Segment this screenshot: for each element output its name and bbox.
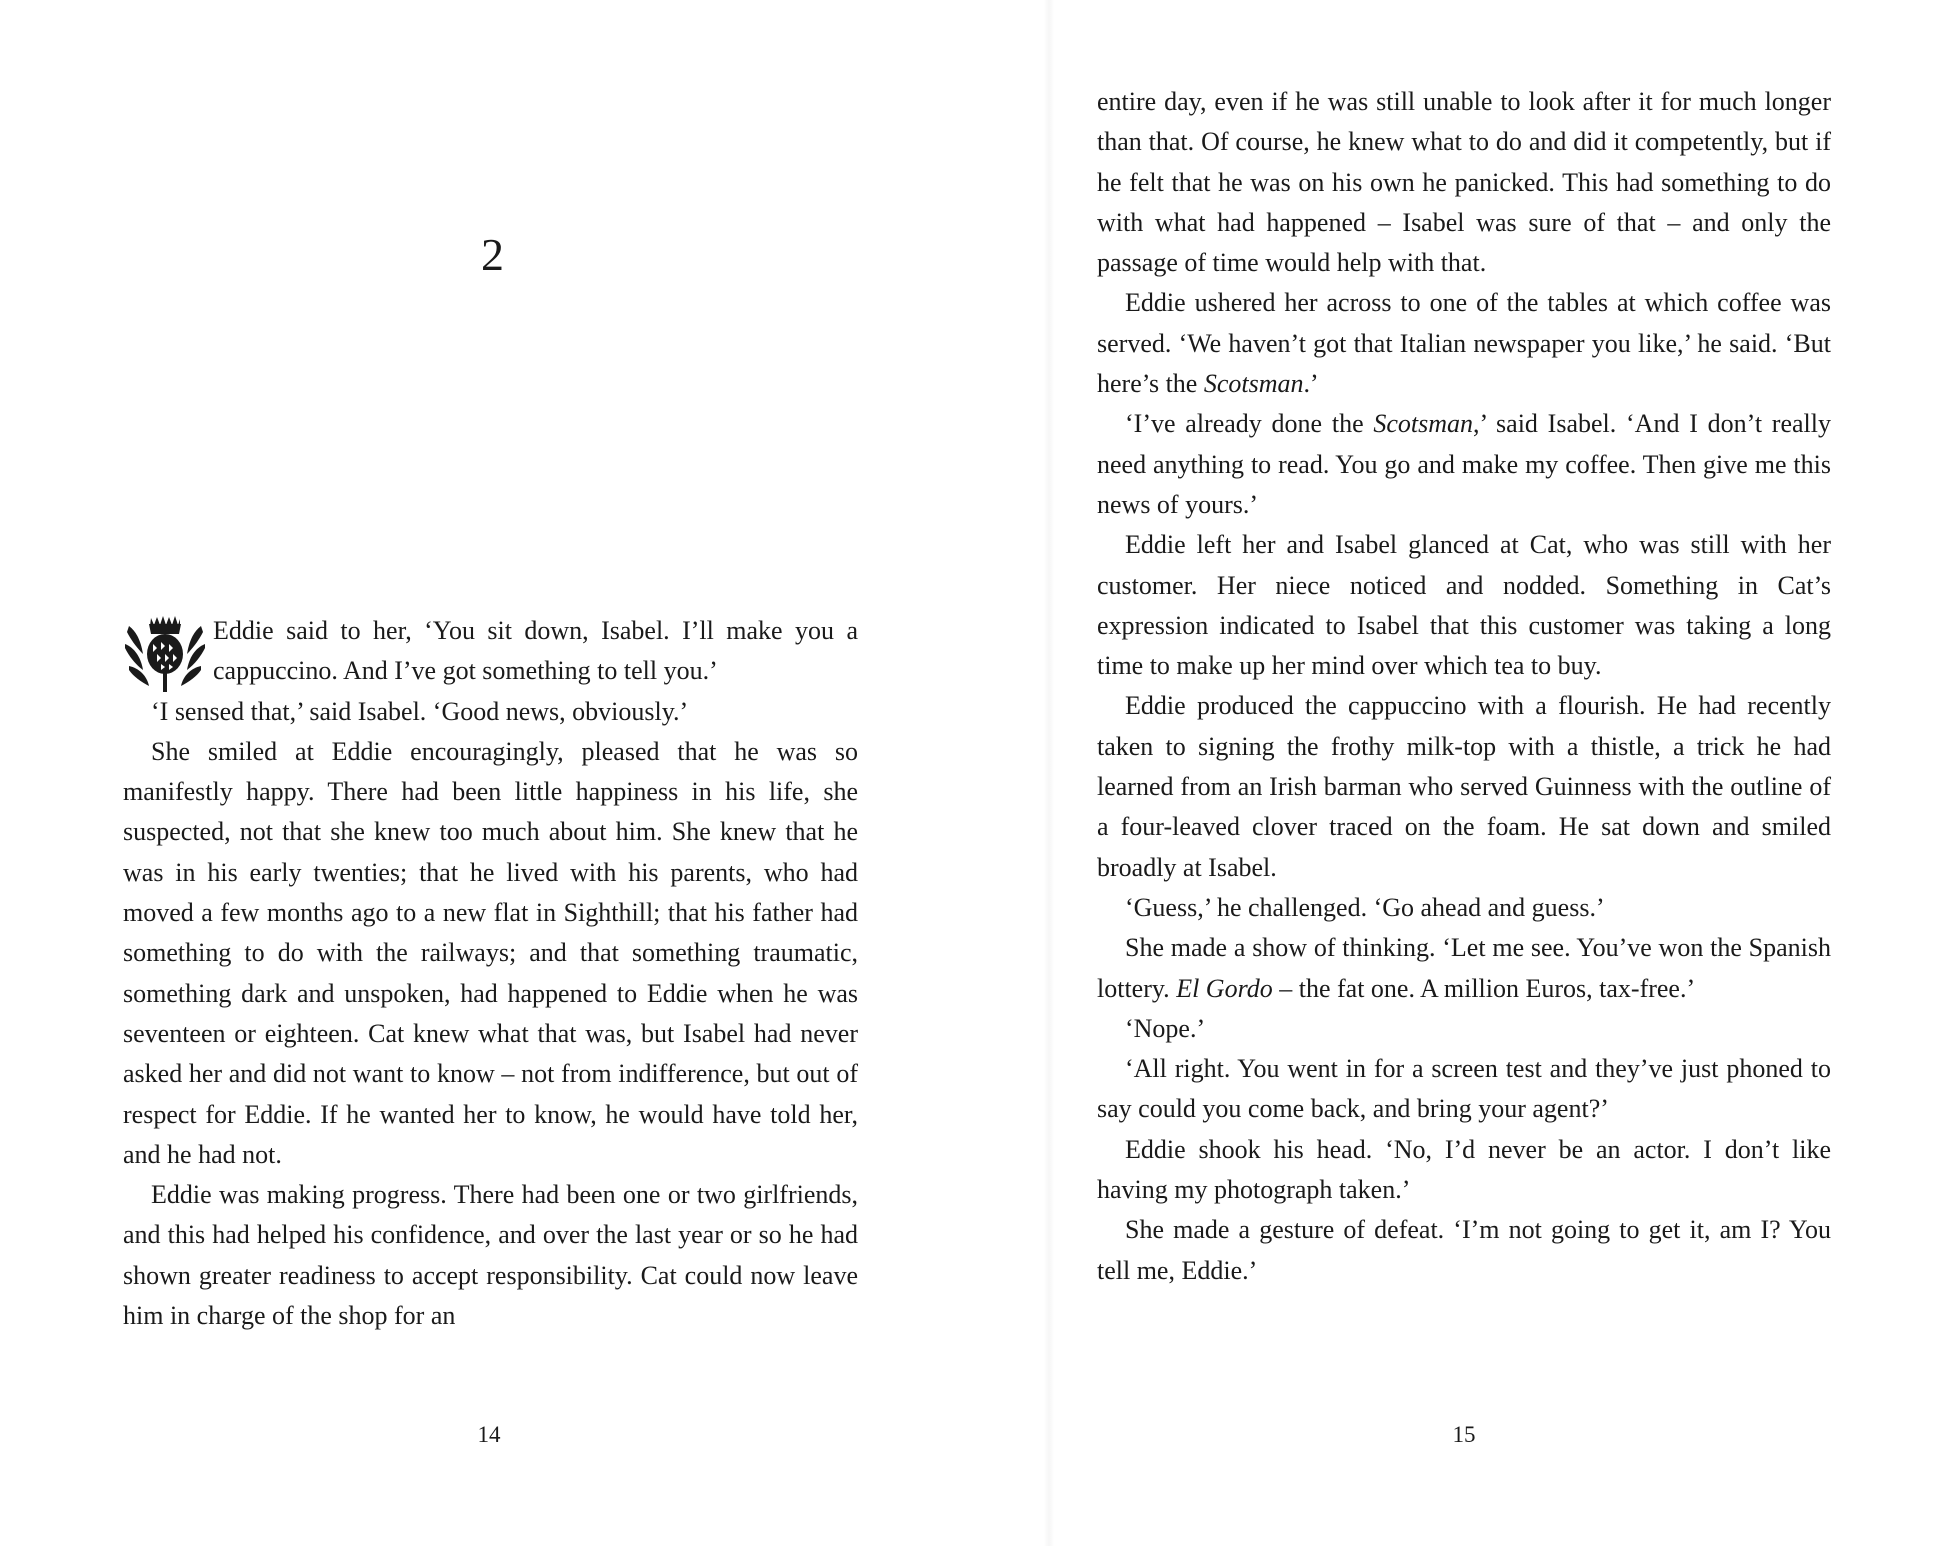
paragraph: Eddie left her and Isabel glanced at Cat, who was still with her customer. Her niece noticed and nodded. Something in Cat’s expression indicated to Isabel that this customer was taking a long time to make up her mind over which tea to buy.	[1097, 530, 1831, 681]
paragraph: She smiled at Eddie encouragingly, pleased that he was so manifestly happy. There had been little happiness in his life, she suspected, not that she knew too much about him. She knew that he was in his early twenties; that he lived with his parents, who had moved a few months ago to a new flat in Sighthill; that his father had something to do with the railways; and that something traumatic, something dark and unspoken, had happened to Eddie when he was seventeen or eighteen. Cat knew what that was, but Isabel had never asked her and did not want to know – not from indifference, but out of respect for Eddie. If he wanted her to know, he would have told her, and he had not.	[123, 736, 858, 1169]
page-number: 14	[477, 1422, 501, 1447]
paragraph: Eddie was making progress. There had been one or two girlfriends, and this had helped his confidence, and over the last year or so he had shown greater readiness to accept responsibility. Cat could now leave him in charge of the shop for an	[123, 1180, 858, 1331]
paragraph	[1097, 404, 1831, 525]
paragraph: ‘I sensed that,’ said Isabel. ‘Good news, obviously.’	[151, 696, 689, 726]
left-page-body	[123, 611, 858, 1336]
paragraph: Eddie produced the cappuccino with a flourish. He had recently taken to signing the frothy milk-top with a thistle, a trick he had learned from an Irish barman who served Guinness with the outline of a four-leaved clover traced on the foam. He sat down and smiled broadly at Isabel.	[1097, 691, 1831, 882]
paragraph: She made a gesture of defeat. ‘I’m not going to get it, am I? You tell me, Eddie.’	[1097, 1215, 1831, 1285]
paragraph: Eddie shook his head. ‘No, I’d never be an actor. I don’t like having my photograph taken.’	[1097, 1134, 1831, 1205]
opening-paragraph	[123, 611, 858, 692]
paragraph	[1097, 283, 1831, 404]
paragraph: ‘Nope.’	[1125, 1013, 1206, 1043]
chapter-number: 2	[481, 229, 504, 280]
opening-paragraph-text: Eddie said to her, ‘You sit down, Isabel. I’ll make you a cappuccino. And I’ve got something to tell you.’	[213, 616, 858, 686]
paragraph	[1097, 928, 1831, 1009]
paragraph: ‘Guess,’ he challenged. ‘Go ahead and guess.’	[1125, 892, 1605, 922]
text-run: – the fat one. A million Euros, tax-free.’	[1272, 973, 1696, 1003]
text-run: ,’ said Isabel. ‘And I don’t really need anything to read. You go and make my coffee. Then give me this news of yours.’	[1097, 409, 1831, 519]
italic-title: Scotsman	[1203, 369, 1304, 399]
page-number: 15	[1452, 1422, 1476, 1447]
paragraph: entire day, even if he was still unable to look after it for much longer than that. Of course, he knew what to do and did it competently, but if he felt that he was on his own he panicked. This had something to do with what had happened – Isabel was sure of that – and only the passage of time would help with that.	[1097, 87, 1831, 278]
italic-title: Scotsman	[1373, 409, 1474, 439]
text-run: Eddie ushered her across to one of the tables at which coffee was served. ‘We haven’t got that Italian newspaper you like,’ he said. ‘But here’s the	[1097, 288, 1831, 399]
text-run: .’	[1303, 369, 1319, 399]
text-run: ‘I’ve already done the	[1125, 409, 1374, 439]
paragraph: ‘All right. You went in for a screen test and they’ve just phoned to say could you come back, and bring your agent?’	[1097, 1054, 1831, 1124]
italic-title: El Gordo	[1176, 973, 1273, 1003]
right-page-body	[1097, 82, 1831, 1291]
thistle-icon	[123, 614, 207, 694]
text-run: She made a show of thinking. ‘Let me see. You’ve won the Spanish lottery.	[1097, 933, 1831, 1003]
